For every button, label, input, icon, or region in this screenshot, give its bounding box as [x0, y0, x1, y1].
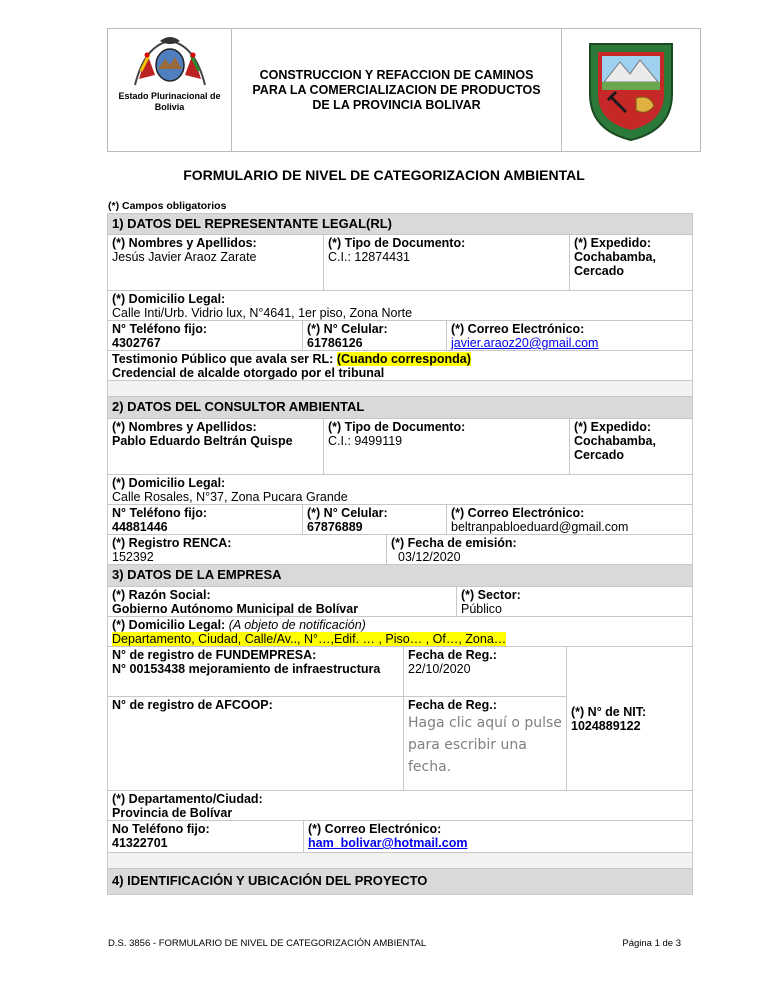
section-header-consultor: 2) DATOS DEL CONSULTOR AMBIENTAL: [107, 397, 693, 419]
emp-afcoop-date-picker[interactable]: Haga clic aquí o pulse para escribir una fecha.: [408, 715, 562, 775]
emp-nit-label: (*) N° de NIT:: [571, 704, 647, 719]
emp-email-link[interactable]: ham_bolivar@hotmail.com: [308, 836, 468, 850]
section-spacer: [107, 381, 693, 397]
emp-domicilio-line: [112, 618, 688, 632]
ca-doctype-cell: [324, 419, 570, 474]
ca-doctype-label: (*) Tipo de Documento:: [328, 420, 466, 434]
emp-tel-cell: [108, 821, 304, 852]
emp-registry-block: [107, 647, 693, 791]
rl-domicilio-label: (*) Domicilio Legal:: [112, 292, 226, 306]
emp-fund-cell: [108, 647, 404, 696]
required-fields-note: (*) Campos obligatorios: [108, 200, 227, 212]
ca-names-cell: [108, 419, 324, 474]
emp-fund-date-cell: [404, 647, 566, 696]
emp-razon-label: (*) Razón Social:: [112, 588, 211, 602]
ca-contact-row: [107, 505, 693, 535]
rl-tel-cell: [108, 321, 303, 350]
emp-depto-label: (*) Departamento/Ciudad:: [112, 792, 263, 806]
emp-depto-value[interactable]: Provincia de Bolívar: [112, 806, 233, 820]
ca-expedido-label: (*) Expedido:: [574, 420, 652, 434]
municipal-shield-icon: [586, 38, 676, 142]
rl-expedido-label: (*) Expedido:: [574, 236, 652, 250]
emp-razon-value[interactable]: Gobierno Autónomo Municipal de Bolívar: [112, 602, 359, 616]
ca-email-value[interactable]: beltranpabloeduard@gmail.com: [451, 520, 629, 534]
ca-email-cell: [447, 505, 692, 534]
form-title: FORMULARIO DE NIVEL DE CATEGORIZACION AMBIENTAL: [183, 167, 585, 183]
rl-tel-value[interactable]: 4302767: [112, 336, 161, 350]
emp-afcoop-date-cell: [404, 697, 566, 790]
project-title: CONSTRUCCION Y REFACCION DE CAMINOS PARA LA COMERCIALIZACION DE PRODUCTOS DE LA PROVINCIA BOLIVAR: [232, 29, 562, 151]
rl-testimonio-value[interactable]: Credencial de alcalde otorgado por el tribunal: [112, 366, 385, 380]
emp-registry-left: [108, 647, 567, 790]
rl-testimonio-line: [112, 352, 688, 366]
footer-document-name: D.S. 3856 - FORMULARIO DE NIVEL DE CATEGORIZACIÓN AMBIENTAL: [108, 938, 427, 949]
emp-email-cell: [304, 821, 692, 852]
document-header: [107, 28, 701, 152]
rl-expedido-value[interactable]: Cochabamba, Cercado: [574, 250, 656, 278]
emp-fund-value[interactable]: N° 00153438 mejoramiento de infraestructura: [112, 662, 381, 676]
emp-afcoop-row: [108, 696, 566, 790]
rl-doctype-label: (*) Tipo de Documento:: [328, 236, 466, 250]
section-header-empresa: 3) DATOS DE LA EMPRESA: [107, 565, 693, 587]
emp-fundempresa-row: [108, 647, 566, 696]
emp-fund-date-value[interactable]: 22/10/2020: [408, 662, 471, 676]
rl-names-label: (*) Nombres y Apellidos:: [112, 236, 257, 250]
ca-tel-cell: [108, 505, 303, 534]
ca-doctype-value[interactable]: C.I.: 9499119: [328, 434, 403, 448]
rl-names-value[interactable]: Jesús Javier Araoz Zarate: [112, 250, 257, 264]
ca-expedido-cell: [570, 419, 692, 474]
form-body: [107, 213, 693, 895]
ca-cel-label: (*) N° Celular:: [307, 506, 388, 520]
rl-testimonio-cell: [108, 351, 692, 380]
state-logo-cell: [108, 29, 232, 151]
ca-fecha-value[interactable]: 03/12/2020: [398, 550, 461, 564]
rl-testimonio-label: Testimonio Público que avala ser RL:: [112, 352, 337, 366]
ca-renca-row: [107, 535, 693, 565]
rl-testimonio-hint: (Cuando corresponda): [336, 352, 471, 366]
emp-domicilio-hint: (A objeto de notificación): [228, 618, 366, 632]
emp-depto-cell: [108, 791, 692, 820]
rl-domicilio-row: [107, 291, 693, 321]
ca-tel-label: N° Teléfono fijo:: [112, 506, 208, 520]
rl-expedido-cell: [570, 235, 692, 290]
ca-domicilio-value[interactable]: Calle Rosales, N°37, Zona Pucara Grande: [112, 490, 348, 504]
emp-sector-value[interactable]: Público: [461, 602, 502, 616]
emp-afcoop-cell: [108, 697, 404, 790]
ca-email-label: (*) Correo Electrónico:: [451, 506, 585, 520]
rl-names-cell: [108, 235, 324, 290]
ca-domicilio-label: (*) Domicilio Legal:: [112, 476, 226, 490]
ca-renca-label: (*) Registro RENCA:: [112, 536, 232, 550]
emp-sector-label: (*) Sector:: [461, 588, 521, 602]
emp-domicilio-row: [107, 617, 693, 647]
municipal-logo-cell: [562, 29, 700, 151]
rl-email-link[interactable]: javier.araoz20@gmail.com: [451, 336, 599, 350]
emp-fund-date-label: Fecha de Reg.:: [408, 648, 497, 662]
rl-domicilio-cell: [108, 291, 692, 320]
ca-domicilio-cell: [108, 475, 692, 504]
emp-domicilio-cell: [108, 617, 692, 646]
ca-domicilio-row: [107, 475, 693, 505]
ca-renca-value[interactable]: 152392: [112, 550, 154, 564]
emp-fund-label: N° de registro de FUNDEMPRESA:: [112, 648, 317, 662]
rl-cel-cell: [303, 321, 447, 350]
ca-identity-row: [107, 419, 693, 475]
emp-depto-row: [107, 791, 693, 821]
rl-contact-row: [107, 321, 693, 351]
section-spacer: [107, 853, 693, 869]
rl-identity-row: [107, 235, 693, 291]
emp-tel-value[interactable]: 41322701: [112, 836, 168, 850]
emp-nit-cell: [567, 647, 692, 790]
section-header-representante: 1) DATOS DEL REPRESENTANTE LEGAL(RL): [107, 213, 693, 235]
ca-fecha-cell: [387, 535, 692, 564]
ca-cel-cell: [303, 505, 447, 534]
emp-tel-label: No Teléfono fijo:: [112, 822, 210, 836]
emp-sector-cell: [457, 587, 692, 616]
ca-fecha-label: (*) Fecha de emisión:: [391, 536, 517, 550]
emp-domicilio-label: (*) Domicilio Legal:: [112, 618, 229, 632]
rl-doctype-value[interactable]: C.I.: 12874431: [328, 250, 411, 264]
ca-names-value[interactable]: Pablo Eduardo Beltrán Quispe: [112, 434, 293, 448]
state-caption: Estado Plurinacional de Bolivia: [118, 91, 221, 112]
emp-contact-row: [107, 821, 693, 853]
rl-domicilio-value[interactable]: Calle Inti/Urb. Vidrio lux, N°4641, 1er piso, Zona Norte: [112, 306, 413, 320]
emp-domicilio-value-line: [112, 632, 688, 646]
footer-page-number: Página 1 de 3: [622, 938, 681, 949]
rl-doctype-cell: [324, 235, 570, 290]
section-header-proyecto: 4) IDENTIFICACIÓN Y UBICACIÓN DEL PROYECTO: [107, 869, 693, 895]
emp-afcoop-label: N° de registro de AFCOOP:: [112, 698, 273, 712]
emp-afcoop-date-label: Fecha de Reg.:: [408, 698, 497, 712]
rl-testimonio-row: [107, 351, 693, 381]
rl-email-cell: [447, 321, 692, 350]
rl-cel-value[interactable]: 61786126: [307, 336, 363, 350]
emp-razon-cell: [108, 587, 457, 616]
ca-expedido-value[interactable]: Cochabamba, Cercado: [574, 434, 656, 462]
emp-domicilio-value[interactable]: Departamento, Ciudad, Calle/Av.., N°…,Edif. … , Piso… , Of…, Zona…: [112, 632, 507, 646]
rl-tel-label: N° Teléfono fijo:: [112, 322, 208, 336]
rl-email-label: (*) Correo Electrónico:: [451, 322, 585, 336]
ca-cel-value[interactable]: 67876889: [307, 520, 363, 534]
bolivia-coat-of-arms-icon: [125, 35, 215, 89]
emp-razon-row: [107, 587, 693, 617]
ca-names-label: (*) Nombres y Apellidos:: [112, 420, 257, 434]
ca-tel-value[interactable]: 44881446: [112, 520, 168, 534]
emp-nit-value[interactable]: 1024889122: [571, 718, 641, 733]
ca-renca-cell: [108, 535, 387, 564]
emp-email-label: (*) Correo Electrónico:: [308, 822, 442, 836]
rl-cel-label: (*) N° Celular:: [307, 322, 388, 336]
